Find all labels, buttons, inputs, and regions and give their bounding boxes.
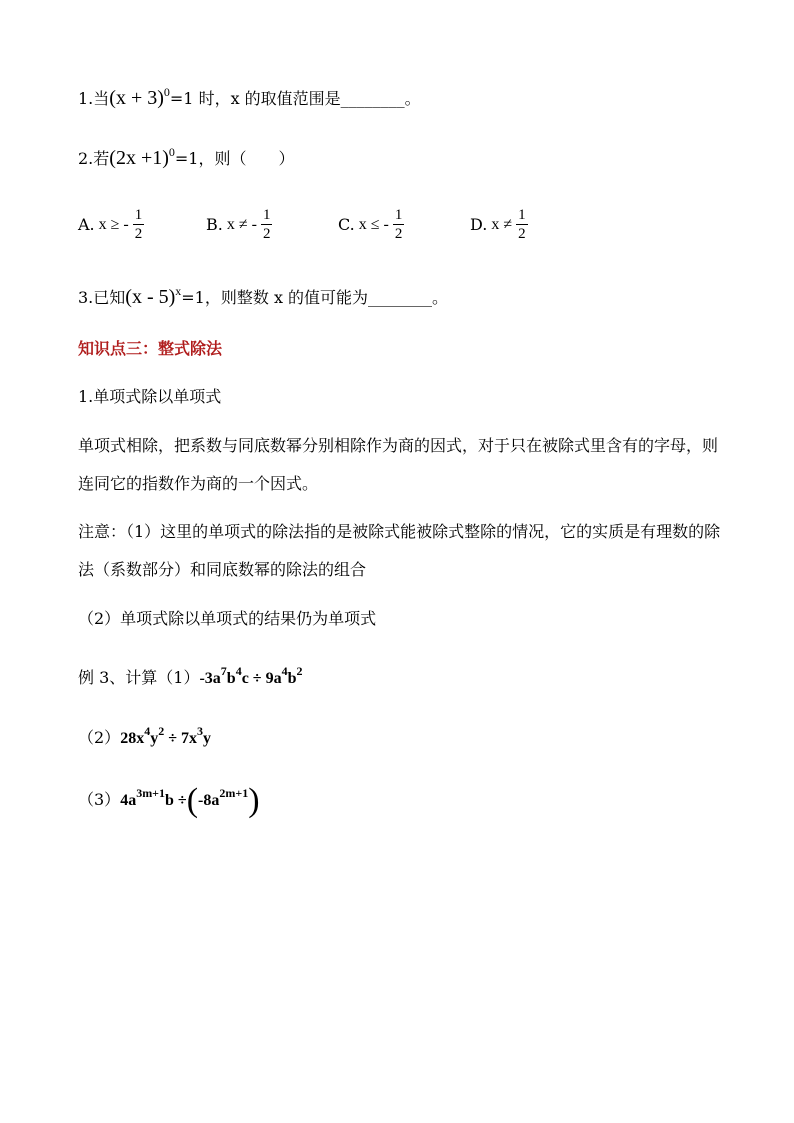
example-3-part-2: $(2)28x^4y^2 \div 7x^3y$: [78, 724, 211, 747]
question-1: [78, 85, 421, 110]
example-3-part-1: [78, 664, 303, 689]
fraction: $\frac{1}{2}$: [262, 207, 271, 242]
expression-3: $4a^{3m+1}b \div(-8a^{2m+1})$: [120, 782, 260, 819]
note-2: （2）单项式除以单项式的结果仍为单项式: [78, 609, 377, 628]
fraction: $\frac{1}{2}$: [134, 207, 143, 242]
option-a: A. x ≥ - $\frac{1}{2}$: [78, 207, 143, 242]
fraction: $\frac{1}{2}$: [518, 207, 526, 242]
rule-paragraph: 单项式相除，把系数与同底数幂分别相除作为商的因式，对于只在被除式里含有的字母，则连同它的指数作为商的一个因式。: [78, 436, 719, 493]
example-3-part-3: $(3)4a^{3m+1}b \div(-8a^{2m+1})$: [78, 782, 260, 819]
option-c: C. x ≤ - $\frac{1}{2}$: [338, 207, 403, 242]
question-2-expression: $(2x +1)^0$: [109, 145, 175, 169]
question-1-number: 1.当: [78, 89, 110, 108]
question-2: [78, 145, 295, 170]
question-3-text: =1，则整数 x 的值可能为________。: [181, 288, 449, 307]
question-3-number: 3.已知: [78, 288, 126, 307]
expression-1: $-3a^7b^4c \div 9a^4b^2$: [199, 664, 303, 687]
question-2-number: 2.若: [78, 149, 110, 168]
subsection-title: 1.单项式除以单项式: [78, 387, 222, 406]
example-label: 例 3、计算（1）: [78, 668, 200, 687]
option-b: B. x ≠ - $\frac{1}{2}$: [206, 207, 271, 242]
question-1-text: =1 时，x 的取值范围是________。: [169, 89, 421, 108]
question-3-expression: (x - 5)$^x$: [125, 284, 182, 308]
question-2-text: =1，则（ ）: [174, 149, 295, 168]
question-3: [78, 284, 449, 309]
question-1-expression: $(x + 3)^0$: [109, 85, 170, 109]
fraction: $\frac{1}{2}$: [394, 207, 403, 242]
option-d: D. x ≠ $\frac{1}{2}$: [470, 207, 526, 242]
section-heading: 知识点三：整式除法: [78, 339, 223, 358]
expression-2: $28x^4y^2 \div 7x^3y$: [120, 724, 211, 747]
note-paragraph: 注意：（1）这里的单项式的除法指的是被除式能被除式整除的情况，它的实质是有理数的除法（系数部分）和同底数幂的除法的组合: [78, 522, 721, 579]
